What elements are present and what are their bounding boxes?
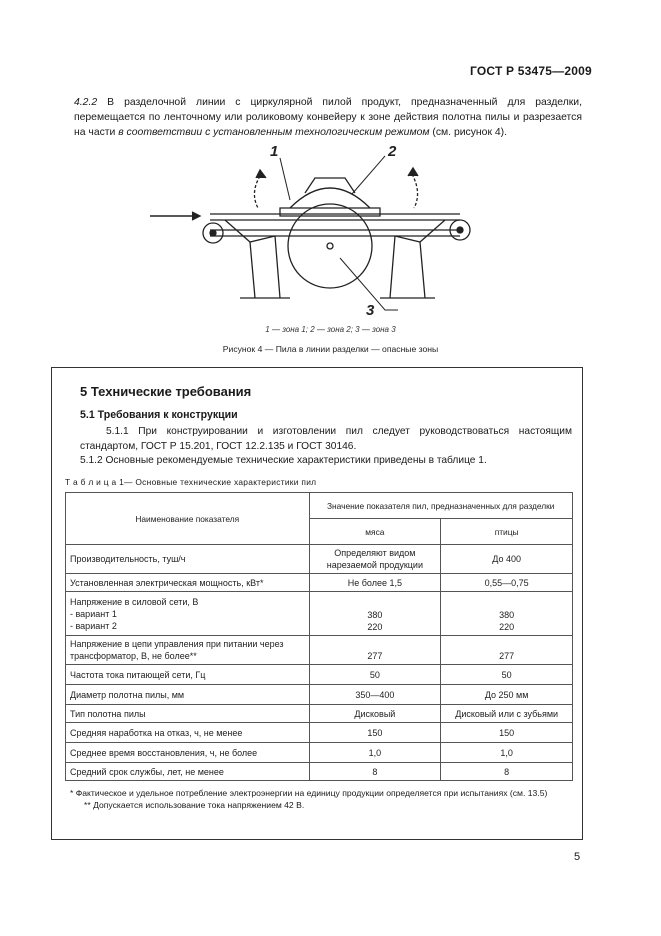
paragraph-5-1-1: 5.1.1 При конструировании и изготовлении пил следует руководствоваться настоящим стандартом, ГОСТ Р 15.201, ГОСТ 12.2.135 и ГОСТ 30146.: [80, 426, 572, 452]
row-name: Среднее время восстановления, ч, не более: [66, 743, 310, 763]
table-row: [66, 723, 573, 743]
row-name: [66, 592, 310, 636]
row-poultry: [441, 592, 573, 636]
row-meat: 8: [309, 763, 441, 781]
figure-label-2: 2: [388, 143, 397, 160]
section-body: [80, 425, 572, 469]
row-meat: 50: [309, 665, 441, 685]
row-meat-line: 220: [367, 622, 383, 632]
footnote-2: ** Допускается использование тока напряжением 42 В.: [84, 800, 305, 810]
row-name: Диаметр полотна пилы, мм: [66, 685, 310, 705]
row-poultry: 0,55—0,75: [441, 574, 573, 592]
row-name-line: Напряжение в силовой сети, В: [70, 596, 199, 607]
spec-table: [65, 492, 573, 781]
section-title: 5 Технические требования: [80, 384, 252, 399]
table-row: [66, 636, 573, 665]
row-poultry: Дисковый или с зубьями: [441, 705, 573, 723]
subsection-title: 5.1 Требования к конструкции: [80, 409, 238, 421]
paragraph-5-1-2: 5.1.2 Основные рекомендуемые технические характеристики приведены в таблице 1.: [80, 455, 487, 466]
row-meat: 277: [309, 636, 441, 665]
figure-label-3: 3: [366, 302, 375, 319]
document-header: ГОСТ Р 53475—2009: [470, 64, 592, 78]
row-meat: Определяют видом нарезаемой продукции: [309, 545, 441, 574]
row-poultry-line: 220: [499, 622, 515, 632]
row-meat: [309, 592, 441, 636]
table-row: [66, 705, 573, 723]
row-name-line: - вариант 2: [70, 620, 117, 631]
table-row: [66, 545, 573, 574]
clause-text: В разделочной линии с циркулярной пилой продукт, предназначенный для разделки, перемещается по ленточному или роликовому конвейеру к зоне действия полотна пилы и разрезается на части: [74, 97, 582, 138]
row-name: Частота тока питающей сети, Гц: [66, 665, 310, 685]
row-poultry: До 250 мм: [441, 685, 573, 705]
table-row: [66, 743, 573, 763]
page-number: 5: [574, 851, 581, 863]
row-name: Средняя наработка на отказ, ч, не менее: [66, 723, 310, 743]
header-indicator-value: Значение показателя пил, предназначенных для разделки: [309, 493, 573, 519]
row-meat: 150: [309, 723, 441, 743]
clause-italic-text: в соответствии с установленным технологическим режимом: [118, 127, 430, 138]
table-row: [66, 574, 573, 592]
row-poultry: 8: [441, 763, 573, 781]
clause-number: 4.2.2: [74, 97, 98, 108]
row-meat: Дисковый: [309, 705, 441, 723]
row-meat: Не более 1,5: [309, 574, 441, 592]
saw-line-diagram: [130, 138, 540, 323]
header-meat: мяса: [309, 519, 441, 545]
figure-legend: 1 — зона 1; 2 — зона 2; 3 — зона 3: [265, 325, 396, 334]
table-row: [66, 763, 573, 781]
row-meat-line: 380: [367, 610, 383, 620]
header-poultry: птицы: [441, 519, 573, 545]
figure-caption: Рисунок 4 — Пила в линии разделки — опасные зоны: [222, 344, 439, 354]
row-poultry: 1,0: [441, 743, 573, 763]
row-poultry: 277: [441, 636, 573, 665]
clause-tail-text: (см. рисунок 4).: [429, 127, 508, 138]
row-name: Тип полотна пилы: [66, 705, 310, 723]
row-name: Установленная электрическая мощность, кВт*: [66, 574, 310, 592]
table-title: Т а б л и ц а 1— Основные технические характеристики пил: [65, 477, 317, 487]
row-poultry: 150: [441, 723, 573, 743]
row-meat: 350—400: [309, 685, 441, 705]
row-poultry: До 400: [441, 545, 573, 574]
row-name: Производительность, туш/ч: [66, 545, 310, 574]
row-meat: 1,0: [309, 743, 441, 763]
header-indicator-name: Наименование показателя: [66, 493, 310, 545]
footnote-1: * Фактическое и удельное потребление электроэнергии на единицу продукции определяется при испытаниях (см. 13.5): [70, 788, 548, 798]
table-header-row: [66, 493, 573, 519]
table-footnotes: [70, 787, 570, 811]
row-name: Напряжение в цепи управления при питании через трансформатор, В, не более**: [66, 636, 310, 665]
table-row: [66, 665, 573, 685]
table-row: [66, 592, 573, 636]
clause-4-2-2: [74, 95, 582, 140]
figure-label-1: 1: [270, 143, 279, 160]
row-name-line: - вариант 1: [70, 608, 117, 619]
row-name: Средний срок службы, лет, не менее: [66, 763, 310, 781]
row-poultry-line: 380: [499, 610, 515, 620]
row-poultry: 50: [441, 665, 573, 685]
table-row: [66, 685, 573, 705]
